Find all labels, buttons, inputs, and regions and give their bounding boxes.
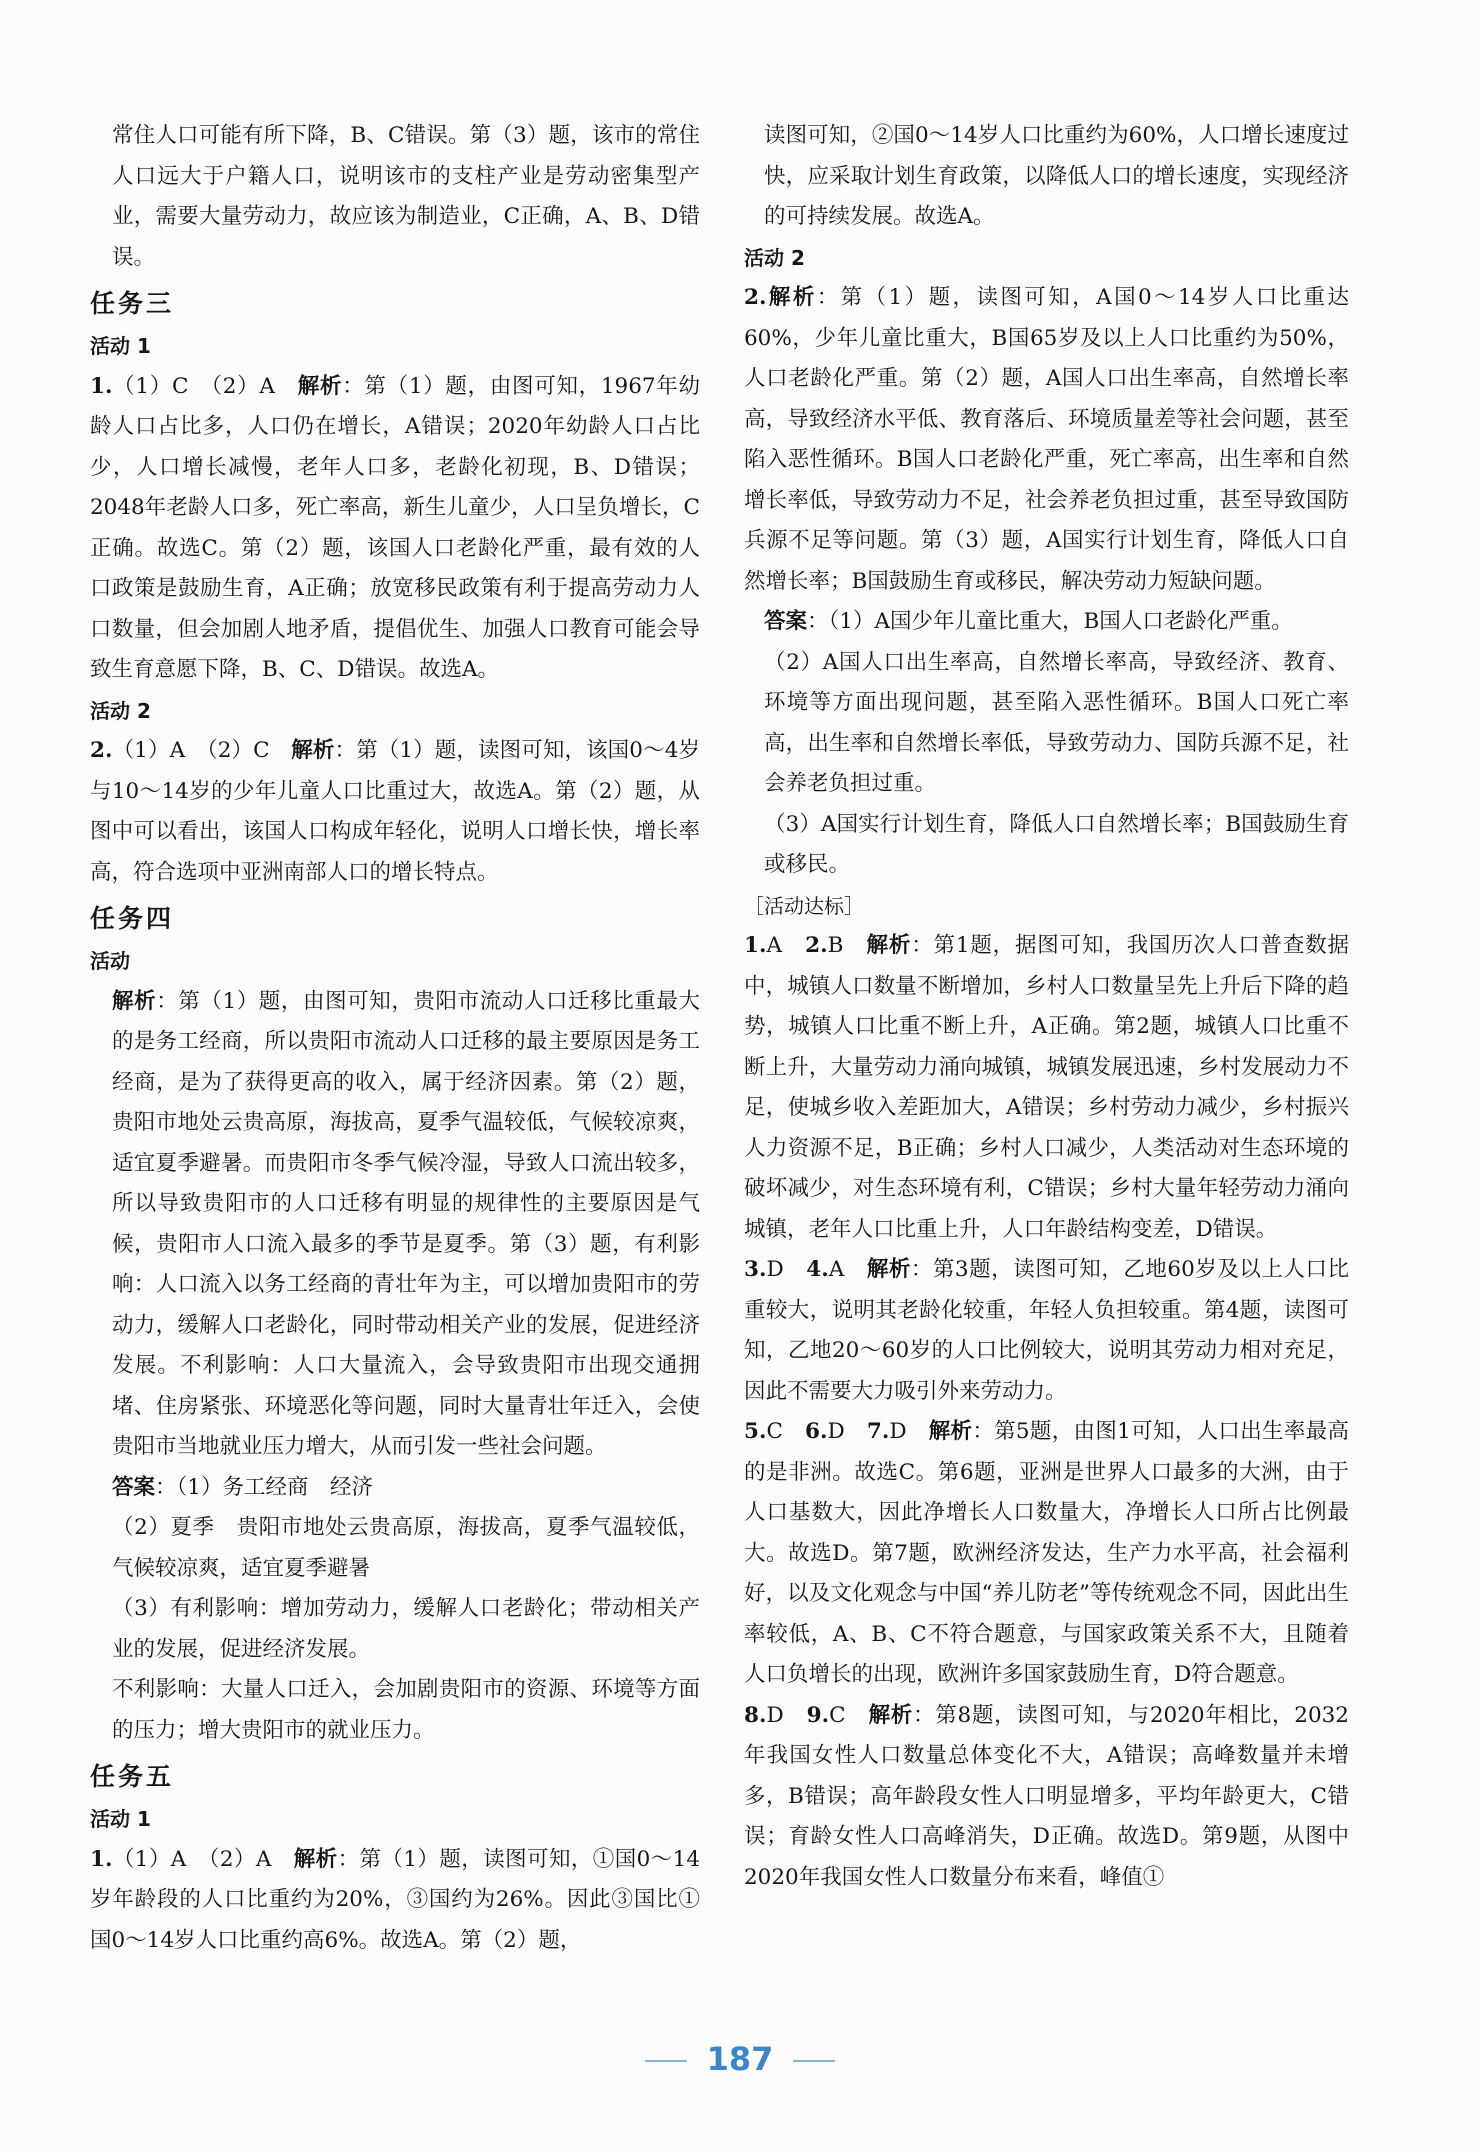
question-number: 2. bbox=[90, 738, 113, 763]
task4-answer-2: （2）夏季 贵阳市地处云贵高原，海拔高，夏季气温较低，气候较凉爽，适宜夏季避暑 bbox=[112, 1515, 700, 1581]
task5-q1 bbox=[90, 1840, 700, 1962]
footer-dash-right bbox=[793, 2060, 835, 2062]
task4-answer-4: 不利影响：大量人口迁入，会加剧贵阳市的资源、环境等方面的压力；增大贵阳市的就业压力。 bbox=[112, 1677, 700, 1743]
footer-dash-left bbox=[645, 2060, 687, 2062]
analysis-label: 解析 bbox=[291, 738, 335, 763]
summary-q3-4: 3.D 4.A 解析：第3题，读图可知，乙地60岁及以上人口比重较大，说明其老龄化较重，年轻人负担较重。第4题，读图可知，乙地20～60岁的人口比例较大，说明其劳动力相对充足，因此不需要大力吸引外来劳动力。 bbox=[744, 1257, 1349, 1404]
analysis-text: ：第1题，据图可知，我国历次人口普查数据中，城镇人口数量不断增加，乡村人口数量呈先上升后下降的趋势，城镇人口比重不断上升，A正确。第2题，城镇人口比重不断上升，大量劳动力涌向城镇，城镇发展迅速，乡村发展动力不足，使城乡收入差距加大，A错误；乡村劳动力减少，乡村振兴人力资源不足，B正确；乡村人口减少，人类活动对生态环境的破坏减少，对生态环境有利，C错误；乡村大量年轻劳动力涌向城镇，老年人口比重上升，人口年龄结构变差，D错误。 bbox=[744, 933, 1349, 1242]
analysis-label: 解析 bbox=[297, 373, 343, 399]
summary-q1-2: 1.A 2.B 解析：第1题，据图可知，我国历次人口普查数据中，城镇人口数量不断增加，乡村人口数量呈先上升后下降的趋势，城镇人口比重不断上升，A正确。第2题，城镇人口比重不断上升，大量劳动力涌向城镇，城镇发展迅速，乡村发展动力不足，使城乡收入差距加大，A错误；乡村劳动力减少，乡村振兴人力资源不足，B正确；乡村人口减少，人类活动对生态环境的破坏减少，对生态环境有利，C错误；乡村大量年轻劳动力涌向城镇，老年人口比重上升，人口年龄结构变差，D错误。 bbox=[744, 933, 1349, 1242]
answer-choices: （1）A （2）A bbox=[112, 1846, 294, 1872]
task3-heading: 任务三 bbox=[90, 289, 175, 318]
answer-choices: （1）A （2）C bbox=[112, 738, 292, 763]
answer-choices: （1）C （2）A bbox=[112, 373, 298, 399]
summary-q8-9: 8.D 9.C 解析：第8题，读图可知，与2020年相比，2032年我国女性人口数量总体变化不大，A错误；高峰数量并未增多，B错误；高年龄段女性人口明显增多，平均年龄更大，C错误；育龄女性人口高峰消失，D正确。故选D。第9题，从图中2020年我国女性人口数量分布来看，峰值① bbox=[744, 1702, 1349, 1890]
analysis-label: 解析 bbox=[112, 988, 157, 1014]
task5-heading: 任务五 bbox=[90, 1762, 175, 1791]
analysis-text: ：第（1）题，由图可知，贵阳市流动人口迁移比重最大的是务工经商，所以贵阳市流动人口迁移的最主要原因是务工经商，是为了获得更高的收入，属于经济因素。第（2）题，贵阳市地处云贵高原，海拔高，夏季气温较低，气候较凉爽，适宜夏季避暑。而贵阳市冬季气候冷湿，导致人口流出较多，所以导致贵阳市的人口迁移有明显的规律性的主要原因是气候，贵阳市人口流入最多的季节是夏季。第（3）题，有利影响：人口流入以务工经商的青壮年为主，可以增加贵阳市的劳动力，缓解人口老龄化，同时带动相关产业的发展，促进经济发展。不利影响：人口大量流入，会导致贵阳市出现交通拥堵、住房紧张、环境恶化等问题，同时大量青壮年迁入，会使贵阳市当地就业压力增大，从而引发一些社会问题。 bbox=[112, 988, 700, 1459]
task4-answer-3: （3）有利影响：增加劳动力，缓解人口老龄化；带动相关产业的发展，促进经济发展。 bbox=[112, 1596, 700, 1662]
analysis-text: ：第（1）题，读图可知，该国0～4岁与10～14岁的少年儿童人口比重过大，故选A。第（2）题，从图中可以看出，该国人口构成年轻化，说明人口增长快，增长率高，符合选项中亚洲南部人口的增长特点。 bbox=[90, 738, 700, 885]
task4-analysis bbox=[90, 982, 700, 1468]
activity-summary-label: ［活动达标］ bbox=[744, 893, 864, 918]
task4-answer-1: 答案：（1）务工经商 经济 bbox=[112, 1474, 373, 1500]
analysis-label: 解析 bbox=[866, 1257, 911, 1282]
continued-paragraph: 读图可知，②国0～14岁人口比重约为60%，人口增长速度过快，应采取计划生育政策，以降低人口的增长速度，实现经济的可持续发展。故选A。 bbox=[764, 123, 1349, 229]
analysis-label: 解析 bbox=[928, 1419, 973, 1444]
task5-answer-1: 答案：（1）A国少年儿童比重大，B国人口老龄化严重。 bbox=[764, 609, 1293, 634]
task3-q2 bbox=[90, 731, 700, 893]
analysis-text: ：第（1）题，由图可知，1967年幼龄人口占比多，人口仍在增长，A错误；2020年幼龄人口占比少，人口增长减慢，老年人口多，老龄化初现，B、D错误；2048年老龄人口多，死亡率高，新生儿童少，人口呈负增长，C正确。故选C。第（2）题，该国人口老龄化严重，最有效的人口政策是鼓励生育，A正确；放宽移民政策有利于提高劳动力人口数量，但会加剧人地矛盾，提倡优生、加强人口教育可能会导致生育意愿下降，B、C、D错误。故选A。 bbox=[90, 373, 700, 682]
analysis-text: ：第5题，由图1可知，人口出生率最高的是非洲。故选C。第6题，亚洲是世界人口最多的大洲，由于人口基数大，因此净增长人口数量大，净增长人口所占比例最大。故选D。第7题，欧洲经济发达，生产力水平高，社会福利好，以及文化观念与中国“养儿防老”等传统观念不同，因此出生率较低，A、B、C不符合题意，与国家政策关系不大，且随着人口负增长的出现，欧洲许多国家鼓励生育，D符合题意。 bbox=[744, 1419, 1349, 1687]
analysis-text: ：第（1）题，读图可知，①国0～14岁年龄段的人口比重约为20%，③国约为26%。因此③国比①国0～14岁人口比重约高6%。故选A。第（2）题， bbox=[90, 1846, 700, 1953]
answer-label: 答案 bbox=[764, 609, 808, 634]
analysis-label: 解析 bbox=[868, 1702, 914, 1728]
question-number: 2. bbox=[744, 285, 767, 310]
task5-answer-2: （2）A国人口出生率高，自然增长率高，导致经济、教育、环境等方面出现问题，甚至陷入恶性循环。B国人口死亡率高，出生率和自然增长率低，导致劳动力、国防兵源不足，社会养老负担过重。 bbox=[764, 649, 1349, 796]
task5-q2 bbox=[744, 278, 1349, 602]
intro-paragraph: 常住人口可能有所下降，B、C错误。第（3）题，该市的常住人口远大于户籍人口，说明该市的支柱产业是劳动密集型产业，需要大量劳动力，故应该为制造业，C正确，A、B、D错误。 bbox=[112, 123, 700, 270]
task4-activity-label: 活动 bbox=[90, 949, 130, 973]
task3-q1 bbox=[90, 367, 700, 691]
question-number: 1. bbox=[90, 373, 113, 399]
task5-answer-3: （3）A国实行计划生育，降低人口自然增长率；B国鼓励生育或移民。 bbox=[764, 811, 1349, 877]
analysis-text: ：第8题，读图可知，与2020年相比，2032年我国女性人口数量总体变化不大，A错误；高峰数量并未增多，B错误；高年龄段女性人口明显增多，平均年龄更大，C错误；育龄女性人口高峰消失，D正确。故选D。第9题，从图中2020年我国女性人口数量分布来看，峰值① bbox=[744, 1702, 1349, 1890]
analysis-label: 解析 bbox=[866, 933, 912, 958]
task5-activity2-label: 活动 2 bbox=[744, 245, 805, 270]
task4-heading: 任务四 bbox=[90, 904, 175, 933]
analysis-label: 解析 bbox=[293, 1846, 338, 1872]
left-column bbox=[90, 116, 700, 1961]
page-number: 187 bbox=[706, 2040, 774, 2078]
task3-activity2-label: 活动 2 bbox=[90, 698, 151, 723]
question-number: 1. bbox=[90, 1846, 113, 1872]
page-number-footer bbox=[0, 2040, 1480, 2078]
analysis-text: ：第3题，读图可知，乙地60岁及以上人口比重较大，说明其老龄化较重，年轻人负担较重。第4题，读图可知，乙地20～60岁的人口比例较大，说明其劳动力相对充足，因此不需要大力吸引外来劳动力。 bbox=[744, 1257, 1349, 1404]
right-column bbox=[744, 116, 1349, 1898]
analysis-label: 解析 bbox=[766, 285, 817, 310]
analysis-text: ：第（1）题，读图可知，A国0～14岁人口比重达60%，少年儿童比重大，B国65岁及以上人口比重约为50%，人口老龄化严重。第（2）题，A国人口出生率高，自然增长率高，导致经济水平低、教育落后、环境质量差等社会问题，甚至陷入恶性循环。B国人口老龄化严重，死亡率高，出生率和自然增长率低，导致劳动力不足，社会养老负担过重，甚至导致国防兵源不足等问题。第（3）题，A国实行计划生育，降低人口自然增长率；B国鼓励生育或移民，解决劳动力短缺问题。 bbox=[744, 285, 1349, 594]
answer-label: 答案 bbox=[112, 1474, 156, 1500]
task3-activity1-label: 活动 1 bbox=[90, 334, 151, 358]
task5-activity1-label: 活动 1 bbox=[90, 1807, 151, 1831]
summary-q5-7: 5.C 6.D 7.D 解析：第5题，由图1可知，人口出生率最高的是非洲。故选C。第6题，亚洲是世界人口最多的大洲，由于人口基数大，因此净增长人口数量大，净增长人口所占比例最大。故选D。第7题，欧洲经济发达，生产力水平高，社会福利好，以及文化观念与中国“养儿防老”等传统观念不同，因此出生率较低，A、B、C不符合题意，与国家政策关系不大，且随着人口负增长的出现，欧洲许多国家鼓励生育，D符合题意。 bbox=[744, 1419, 1349, 1687]
